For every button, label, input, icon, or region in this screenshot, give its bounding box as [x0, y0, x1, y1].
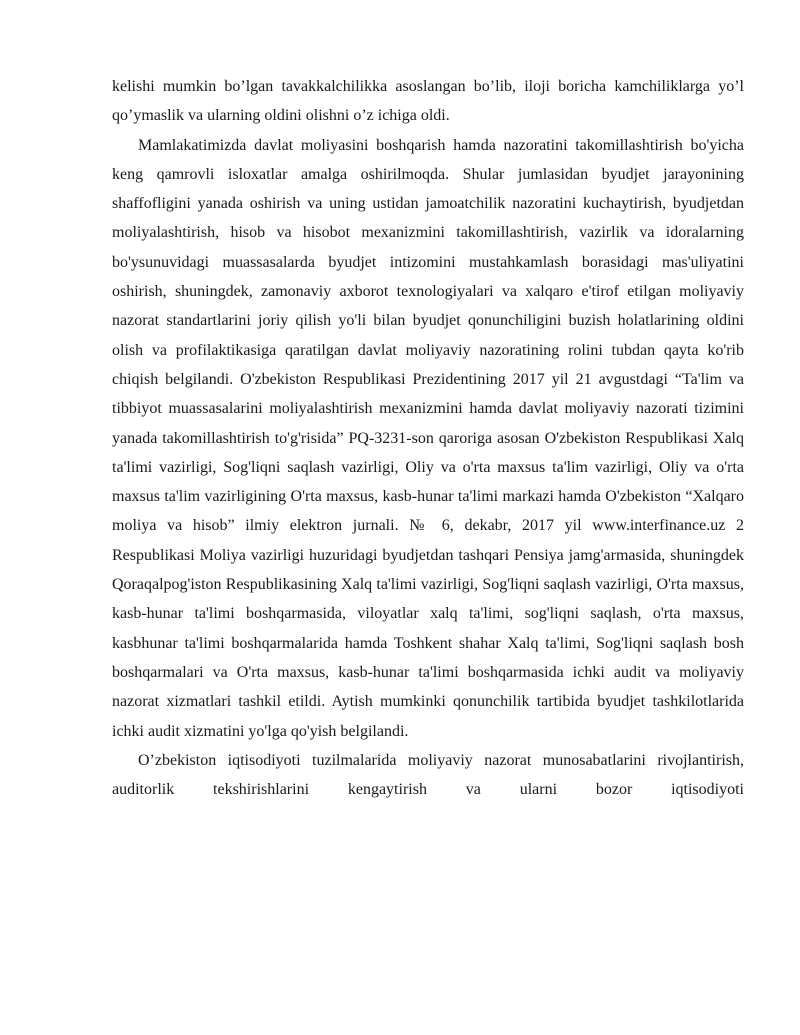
- paragraph-continued: kelishi mumkin bo’lgan tavakkalchilikka asoslangan bo’lib, iloji boricha kamchiliklarga yo’l qo’ymaslik va ularning oldini olishni o’z ichiga oldi.: [112, 78, 744, 125]
- paragraph-financial-control-reforms: Mamlakatimizda davlat moliyasini boshqarish hamda nazoratini takomillashtirish bo'yicha keng qamrovli isloxatlar amalga oshirilmoqda. Shular jumlasidan byudjet jarayonining shaffofligini yanada oshirish va uning ustidan jamoatchilik nazoratini kuchaytirish, byudjetdan moliyalashtirish, hisob va hisobot mexanizmini takomillashtirish, vazirlik va idoralarning bo'ysunuvidagi muassasalarda byudjet intizomini mustahkamlash borasidagi mas'uliyatini oshirish, shuningdek, zamonaviy axborot texnologiyalari va xalqaro e'tirof etilgan moliyaviy nazorat standartlarini joriy qilish yo'li bilan byudjet qonunchiligini buzish holatlarining oldini olish va profilaktikasiga qaratilgan davlat moliyaviy nazoratining rolini tubdan qayta ko'rib chiqish belgilandi. O'zbekiston Respublikasi Prezidentining 2017 yil 21 avgustdagi “Ta'lim va tibbiyot muassasalarini moliyalashtirish mexanizmini hamda davlat moliyaviy nazorati tizimini yanada takomillashtirish to'g'risida” PQ-3231-son qaroriga asosan O'zbekiston Respublikasi Xalq ta'limi vazirligi, Sog'liqni saqlash vazirligi, Oliy va o'rta maxsus ta'lim vazirligi, Oliy va o'rta maxsus ta'lim vazirligining O'rta maxsus, kasb-hunar ta'limi markazi hamda O'zbekiston “Xalqaro moliya va hisob” ilmiy elektron jurnali. № 6, dekabr, 2017 yil www.interfinance.uz 2 Respublikasi Moliya vazirligi huzuridagi byudjetdan tashqari Pensiya jamg'armasida, shuningdek Qoraqalpog'iston Respublikasining Xalq ta'limi vazirligi, Sog'liqni saqlash vazirligi, O'rta maxsus, kasb-hunar ta'limi boshqarmasida, viloyatlar xalq ta'limi, sog'liqni saqlash, o'rta maxsus, kasbhunar ta'limi boshqarmalarida hamda Toshkent shahar Xalq ta'limi, Sog'liqni saqlash bosh boshqarmalari va O'rta maxsus, kasb-hunar ta'limi boshqarmasida ichki audit va moliyaviy nazorat xizmatlari tashkil etildi. Aytish mumkinki qonunchilik tartibida byudjet tashkilotlarida ichki audit xizmatini yo'lga qo'yish belgilandi.: [112, 136, 744, 740]
- paragraph-economy-structures: O’zbekiston iqtisodiyoti tuzilmalarida moliyaviy nazorat munosabatlarini rivojlantirish, auditorlik tekshirishlarini kengaytirish va ularni bozor iqtisodiyoti: [112, 751, 744, 799]
- document-page: [112, 72, 744, 804]
